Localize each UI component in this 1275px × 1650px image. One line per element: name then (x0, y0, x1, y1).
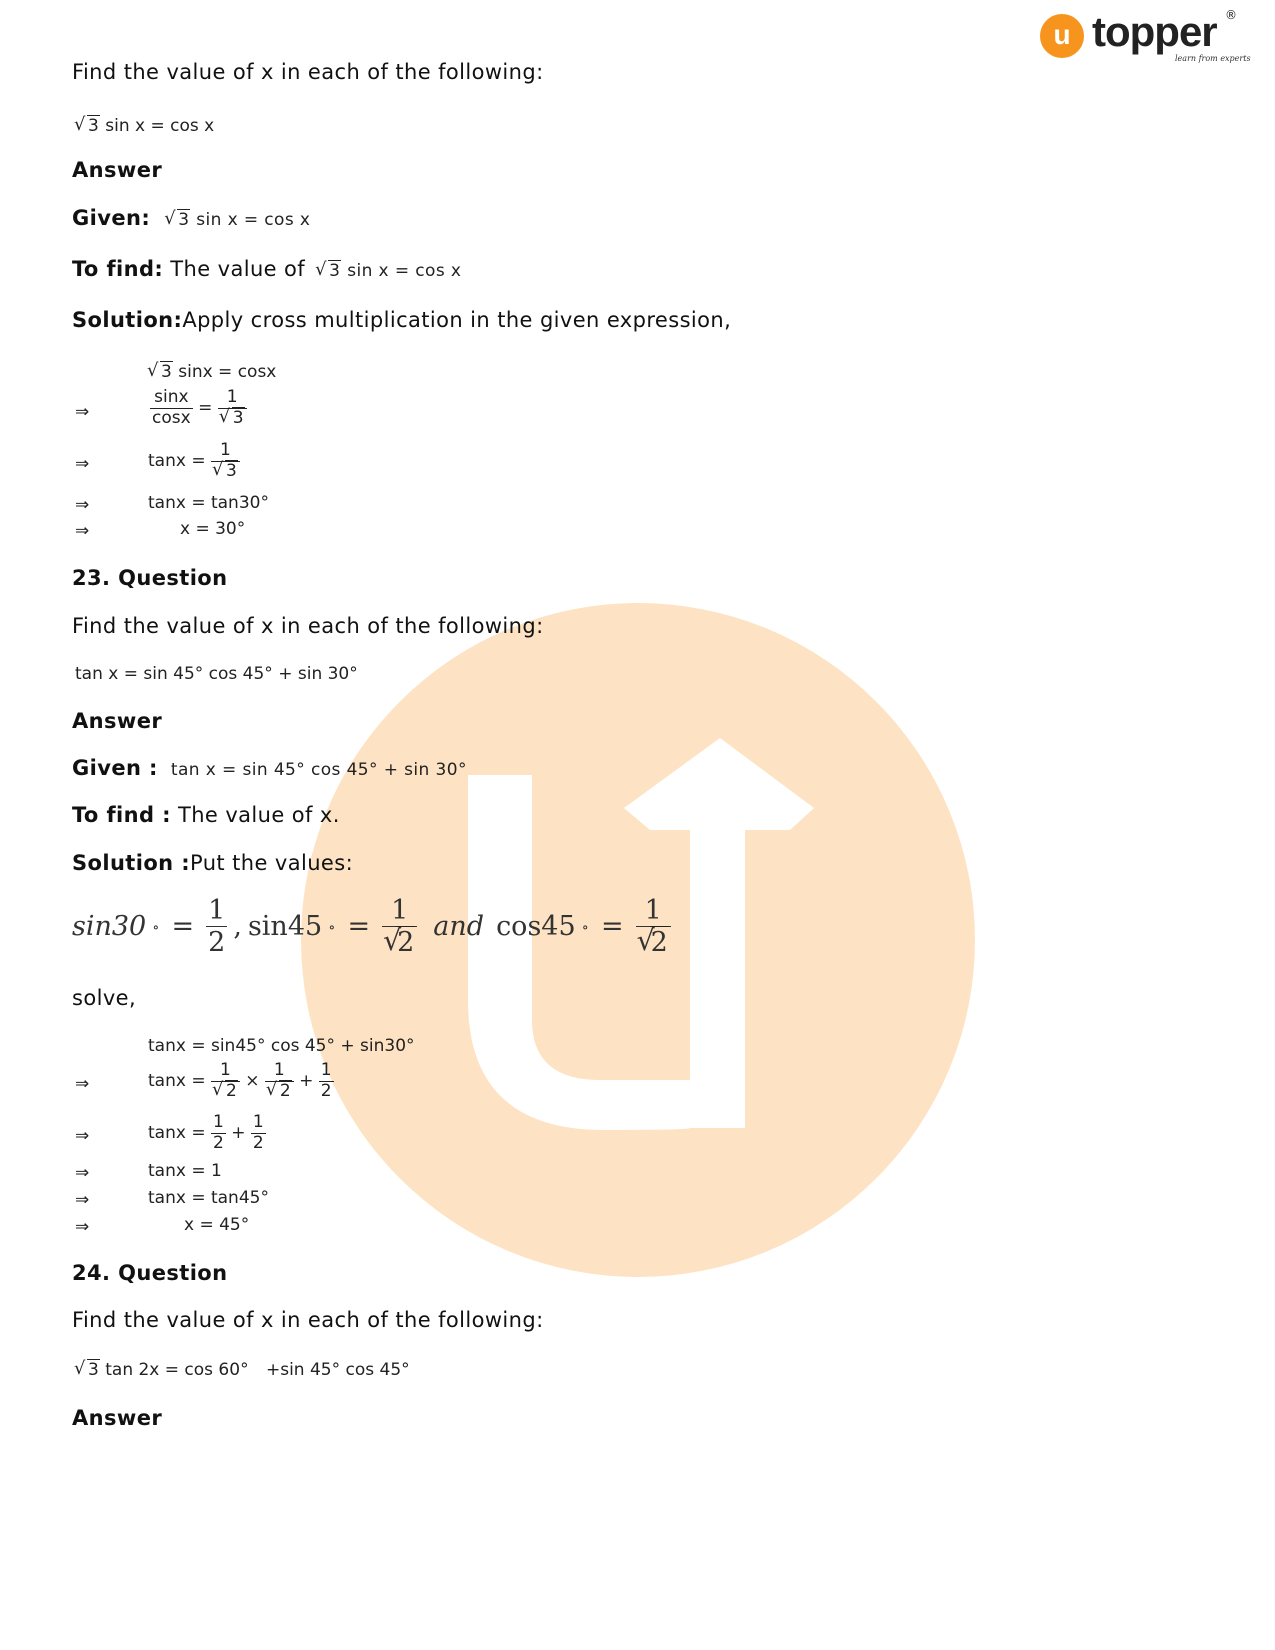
q23-implies-3: ⇒ (75, 1163, 90, 1183)
q23-step-4: tanx = 1 (148, 1161, 222, 1181)
brand-logo (1040, 8, 1251, 68)
q22-step-1: √ 3 sinx = cosx (148, 362, 276, 382)
q23-heading: 23. Question (72, 566, 228, 590)
brand-tagline: learn from experts (1175, 54, 1251, 63)
q23-implies-5: ⇒ (75, 1217, 90, 1237)
q23-implies-1: ⇒ (75, 1074, 90, 1094)
q22-step-2: $\frac{\sin x}{\cos x}$ = 1 √ 3 (150, 388, 247, 428)
q23-step-2: tanx = 1 √ 2 × 1 √ 2 + $\frac{1}{2}$ (148, 1061, 334, 1101)
brand-registered: ® (1225, 8, 1237, 22)
q23-solution: Solution :Put the values: (72, 851, 354, 875)
q24-heading: 24. Question (72, 1261, 228, 1285)
q22-implies-4: ⇒ (75, 521, 90, 541)
q23-solve-label: solve, (72, 986, 137, 1010)
q23-expression: tan x = sin 45° cos 45° + sin 30° (75, 664, 358, 684)
q22-expression: √ 3 sin x = cos x (75, 116, 214, 136)
q23-step-5: tanx = tan45° (148, 1188, 269, 1208)
q22-solution: Solution:Apply cross multiplication in the given expression, (72, 308, 732, 332)
q22-step-5: x = 30° (180, 519, 246, 539)
q23-implies-4: ⇒ (75, 1190, 90, 1210)
q23-step-1: tanx = sin45° cos 45° + sin30° (148, 1036, 415, 1056)
q22-implies-3: ⇒ (75, 495, 90, 515)
q22-answer-label: Answer (72, 158, 163, 182)
q24-expression: √ 3 tan 2x = cos 60° +sin 45° cos 45° (75, 1360, 410, 1380)
brand-name: topper (1092, 8, 1217, 55)
q23-step-6: x = 45° (184, 1215, 250, 1235)
q22-to-find: To find: The value of √ 3 sin x = cos x (72, 257, 461, 281)
q22-implies-1: ⇒ (75, 402, 90, 422)
q22-prompt: Find the value of x in each of the following: (72, 60, 544, 84)
q23-implies-2: ⇒ (75, 1126, 90, 1146)
q23-prompt: Find the value of x in each of the following: (72, 614, 544, 638)
q23-given: Given : tan x = sin 45° cos 45° + sin 30° (72, 756, 467, 780)
q22-implies-2: ⇒ (75, 454, 90, 474)
q24-prompt: Find the value of x in each of the following: (72, 1308, 544, 1332)
q22-step-4: tanx = tan30° (148, 493, 269, 513)
q22-given: Given: √ 3 sin x = cos x (72, 206, 310, 230)
q23-answer-label: Answer (72, 709, 163, 733)
q24-answer-label: Answer (72, 1406, 163, 1430)
q23-to-find: To find : The value of x. (72, 803, 340, 827)
q22-step-3: tanx = 1 √ 3 (148, 441, 240, 481)
q23-step-3: tanx = $\frac{1}{2}$ + $\frac{1}{2}$ (148, 1112, 264, 1153)
brand-mark-icon: u (1040, 14, 1084, 58)
q23-values-equation: sin30 ∘ = $\frac{1}{2}$ , sin45 ∘ = 1 √ 2 and cos45 ∘ = 1 √ 2 (72, 895, 671, 958)
